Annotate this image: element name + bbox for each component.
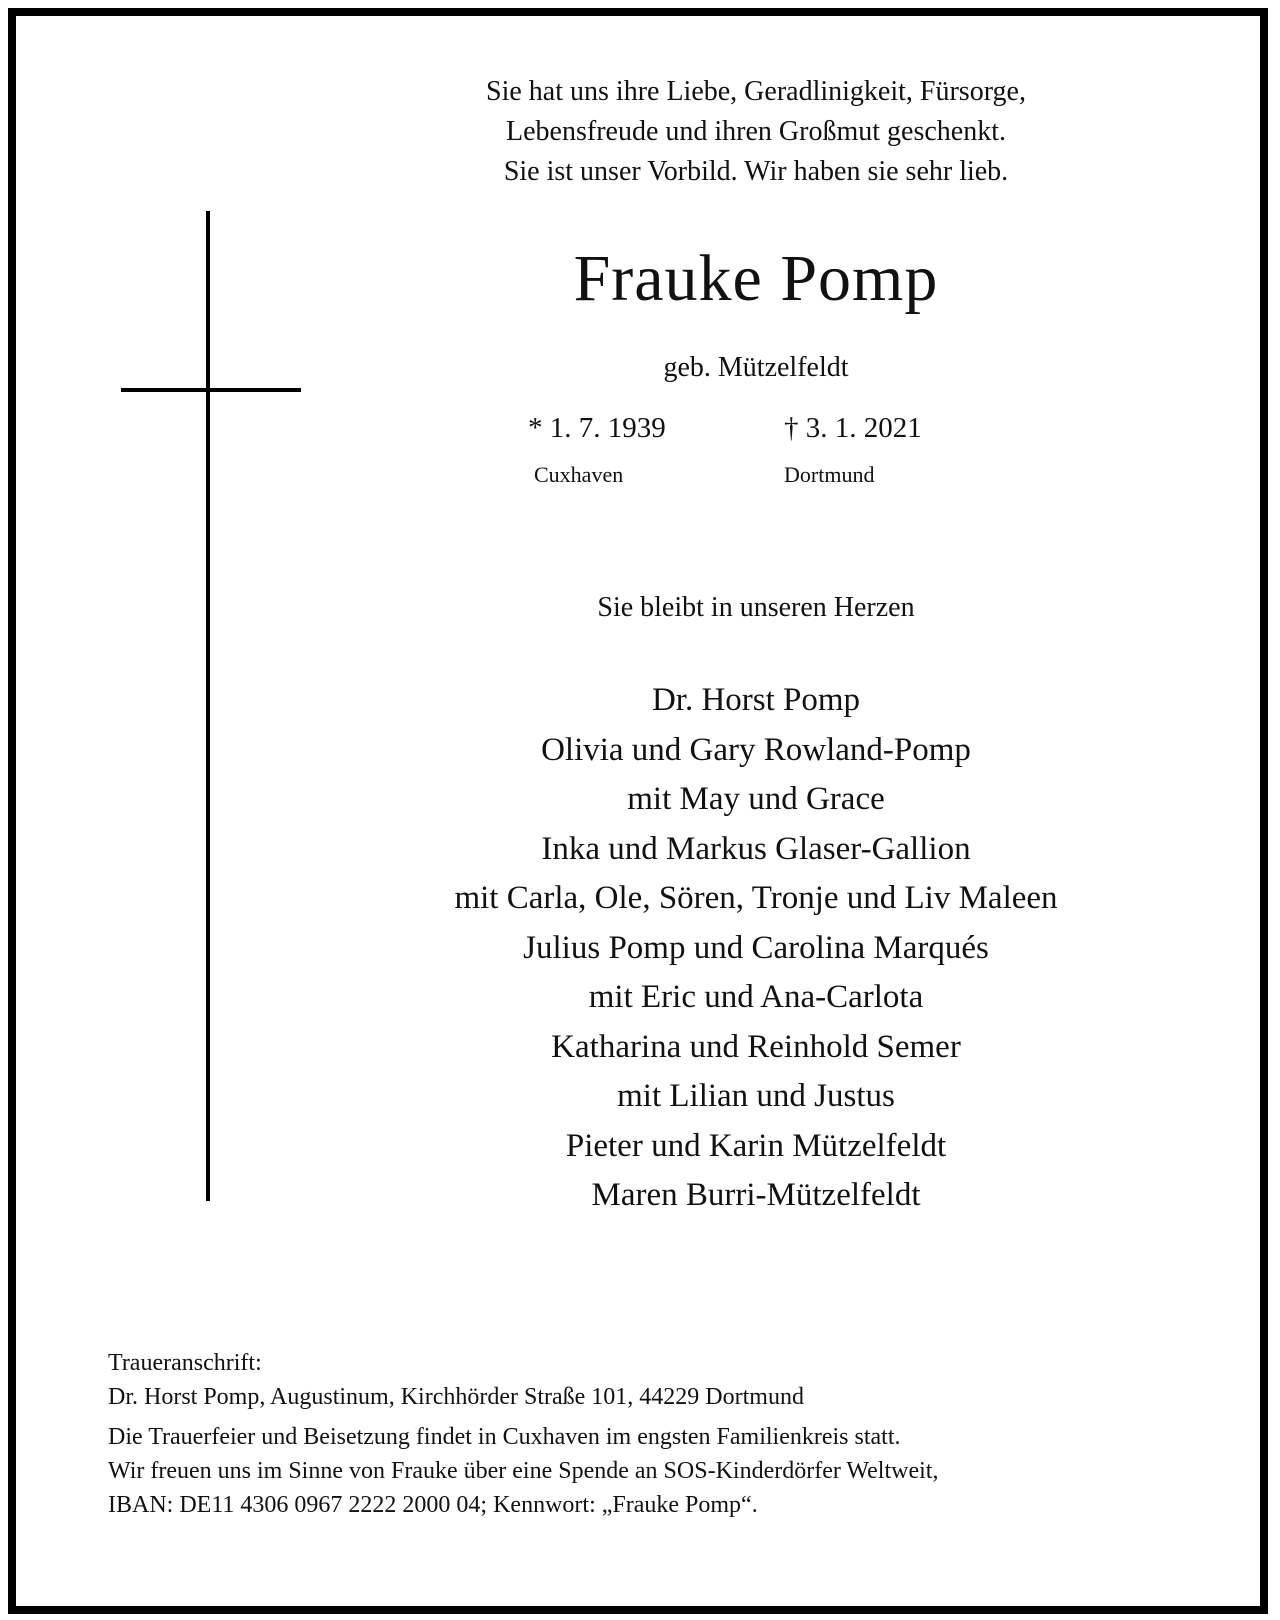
footer-info xyxy=(108,1346,1248,1522)
death-place: Dortmund xyxy=(784,462,875,487)
obituary-frame xyxy=(8,8,1268,1614)
motto-text xyxy=(176,72,1280,192)
family-line: Maren Burri-Mützelfeldt xyxy=(591,1177,921,1213)
ceremony-text: Die Trauerfeier und Beisetzung findet in Cuxhaven im engsten Familienkreis statt. xyxy=(108,1424,901,1450)
deceased-name: Frauke Pomp xyxy=(573,242,939,315)
motto-line: Sie ist unser Vorbild. Wir haben sie sehr lieb. xyxy=(503,156,1009,187)
family-line: Dr. Horst Pomp xyxy=(651,682,861,718)
birth-place: Cuxhaven xyxy=(534,462,624,487)
family-line: Katharina und Reinhold Semer xyxy=(551,1028,961,1065)
family-line: mit Eric und Ana-Carlota xyxy=(588,979,924,1015)
donation-text: Wir freuen uns im Sinne von Frauke über eine Spende an SOS-Kinderdörfer Weltweit, xyxy=(108,1458,939,1484)
born-name: geb. Mützelfeldt xyxy=(663,352,849,383)
family-line: Julius Pomp und Carolina Marqués xyxy=(523,929,989,966)
family-list xyxy=(176,676,1280,1221)
family-line: Pieter und Karin Mützelfeldt xyxy=(565,1127,947,1164)
birth-date: * 1. 7. 1939 xyxy=(528,412,666,444)
address-label: Traueranschrift: xyxy=(108,1350,262,1376)
donation-iban: IBAN: DE11 4306 0967 2222 2000 04; Kennwort: „Frauke Pomp“. xyxy=(108,1492,758,1518)
cross-icon-bar xyxy=(121,388,301,392)
family-line: mit May und Grace xyxy=(627,781,885,817)
remembrance-text: Sie bleibt in unseren Herzen xyxy=(597,592,915,623)
family-line: Olivia und Gary Rowland-Pomp xyxy=(541,731,971,768)
death-date: † 3. 1. 2021 xyxy=(784,412,922,444)
address-text: Dr. Horst Pomp, Augustinum, Kirchhörder Straße 101, 44229 Dortmund xyxy=(108,1384,804,1410)
family-line: mit Lilian und Justus xyxy=(617,1078,895,1114)
family-line: mit Carla, Ole, Sören, Tronje und Liv Maleen xyxy=(454,880,1058,916)
family-line: Inka und Markus Glaser-Gallion xyxy=(541,830,971,867)
motto-line: Lebensfreude und ihren Großmut geschenkt. xyxy=(506,116,1006,147)
motto-line: Sie hat uns ihre Liebe, Geradlinigkeit, Fürsorge, xyxy=(486,76,1026,107)
